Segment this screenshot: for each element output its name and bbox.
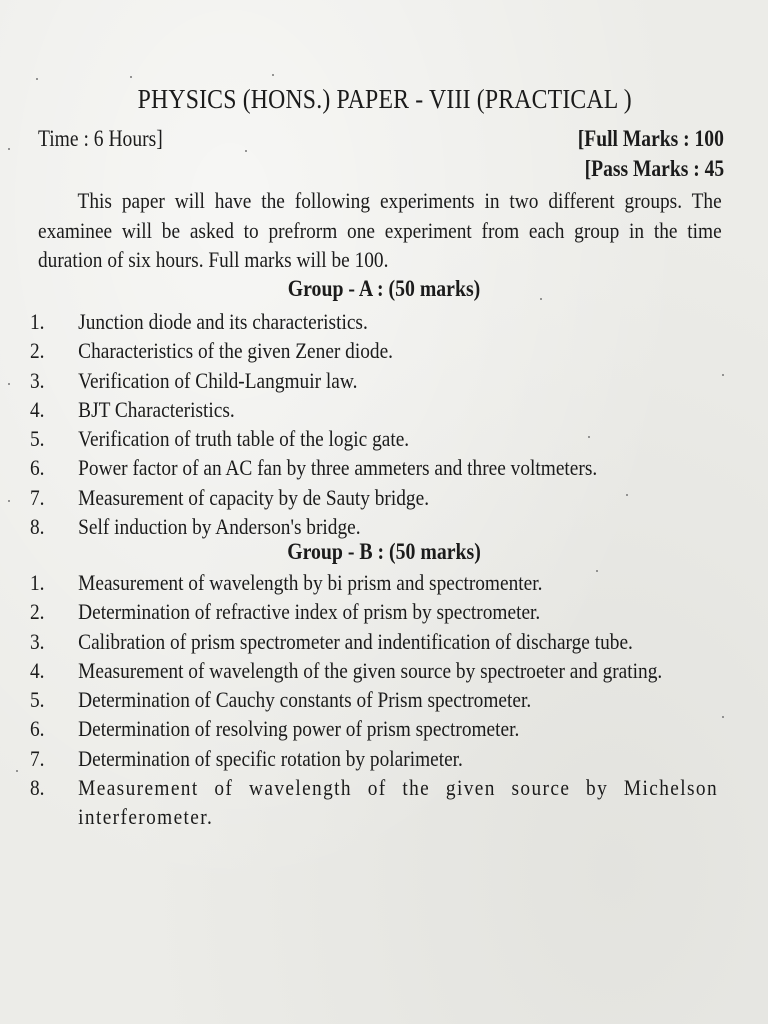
item-number: 3. [30,367,45,393]
list-item [30,568,718,597]
list-item [30,773,718,832]
scan-speck [722,716,724,718]
item-text: Determination of refractive index of prism by spectrometer. [78,599,541,625]
item-number: 1. [30,309,45,334]
list-item [30,453,597,482]
list-item [30,395,597,424]
item-number: 4. [30,657,45,683]
item-text: Verification of Child-Langmuir law. [78,367,358,393]
item-number: 8. [30,514,45,540]
item-number: 7. [30,484,45,510]
list-item [30,597,718,626]
item-text: Determination of resolving power of prism spectrometer. [78,716,520,742]
scan-speck [16,770,18,772]
item-number: 5. [30,687,45,713]
scan-speck [588,436,590,438]
item-number: 7. [30,745,45,771]
list-item [30,483,597,512]
item-text: Determination of Cauchy constants of Prism spectrometer. [78,687,532,713]
list-item [30,714,718,743]
item-number: 6. [30,716,45,742]
item-text: Characteristics of the given Zener diode. [78,338,394,364]
item-text: Measurement of capacity by de Sauty bridge. [78,484,430,510]
group-a-heading: Group - A : (50 marks) [287,276,481,301]
scan-speck [596,570,598,572]
intro-paragraph: This paper will have the following experiments in two different groups. The examinee will be asked to prefrorm one experiment from each group in the time duration of six hours. Full marks will be 100. [38,188,722,272]
page-title: PHYSICS (HONS.) PAPER - VIII (PRACTICAL ) [137,84,632,114]
scan-speck [8,148,10,150]
scan-speck [245,150,247,152]
scan-speck [540,298,542,300]
item-text: Self induction by Anderson's bridge. [78,514,361,540]
item-text: Measurement of wavelength of the given source by Michelson interferometer. [78,775,718,830]
item-number: 6. [30,455,45,481]
item-number: 3. [30,628,45,654]
scan-speck [8,383,10,385]
list-item [30,336,597,365]
item-number: 8. [30,775,45,801]
item-text: BJT Characteristics. [78,396,235,422]
item-text: Calibration of prism spectrometer and indentification of discharge tube. [78,628,633,654]
scan-speck [272,74,274,76]
list-item [30,627,718,656]
list-item [30,307,597,336]
item-number: 5. [30,426,45,452]
item-text: Determination of specific rotation by polarimeter. [78,745,463,771]
list-item [30,656,718,685]
group-a-list [30,307,597,541]
scan-speck [130,76,132,78]
group-b-heading: Group - B : (50 marks) [287,539,481,564]
item-text: Power factor of an AC fan by three ammeters and three voltmeters. [78,455,598,481]
item-number: 1. [30,570,45,595]
full-marks: [Full Marks : 100 [577,126,724,151]
list-item [30,424,597,453]
item-text: Verification of truth table of the logic gate. [78,426,410,452]
scan-speck [626,494,628,496]
scan-speck [36,78,38,80]
item-text: Measurement of wavelength by bi prism and spectromenter. [78,570,543,595]
item-text: Measurement of wavelength of the given source by spectroeter and grating. [78,657,663,683]
scan-speck [8,500,10,502]
group-b-list [30,568,718,832]
scan-speck [722,374,724,376]
list-item [30,512,597,541]
item-number: 4. [30,396,45,422]
list-item [30,744,718,773]
item-text: Junction diode and its characteristics. [78,309,368,334]
list-item [30,366,597,395]
item-number: 2. [30,599,45,625]
exam-time: Time : 6 Hours] [38,126,163,151]
pass-marks: [Pass Marks : 45 [584,156,724,181]
list-item [30,685,718,714]
item-number: 2. [30,338,45,364]
